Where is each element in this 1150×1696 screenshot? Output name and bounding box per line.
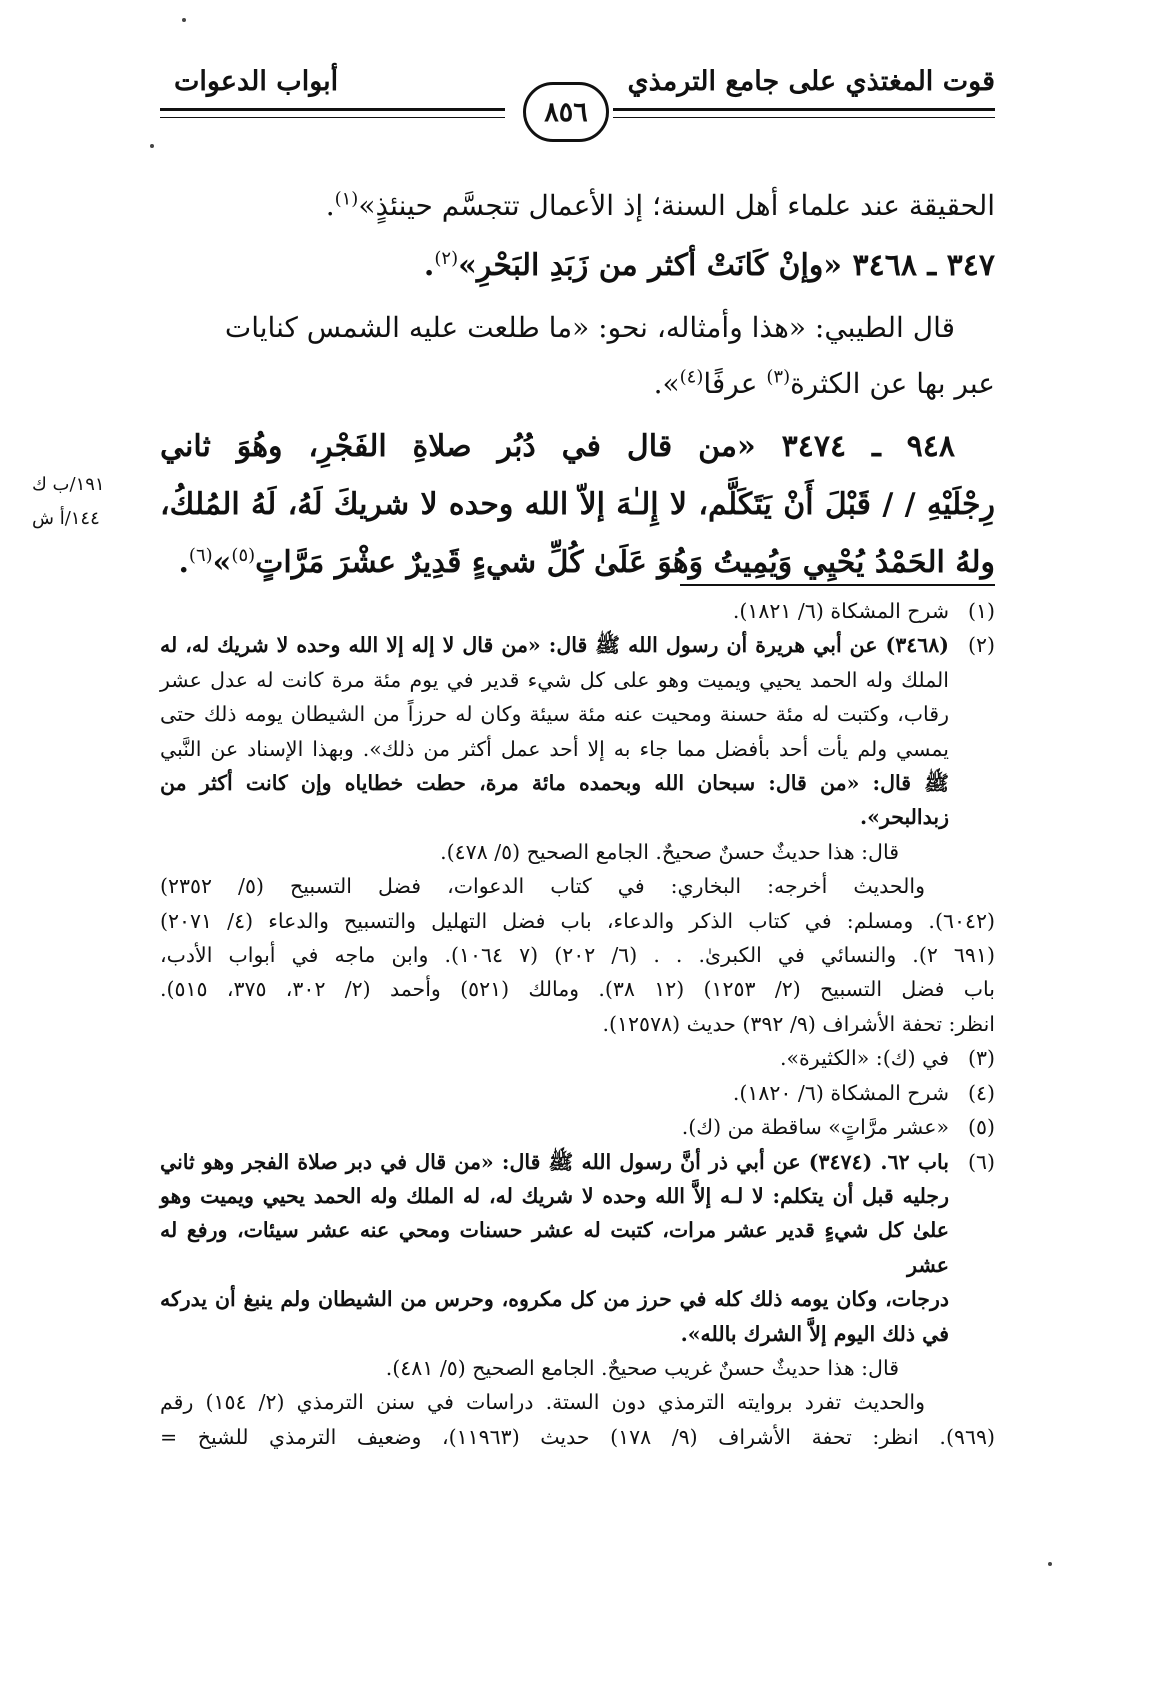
footnote-2-qala: قال: هذا حديثٌ حسنٌ صحيحٌ. الجامع الصحيح (٥/ ٤٧٨). (440, 839, 899, 864)
footnote-2-takhrij-2: (٦٠٤٢). ومسلم: في كتاب الذكر والدعاء، باب فضل التهليل والتسبيح والدعاء (٤/ ٢٠٧١) (160, 908, 995, 933)
footnote-separator (680, 584, 995, 586)
footnote-1 (160, 594, 995, 628)
chapter-title: أبواب الدعوات (174, 66, 339, 97)
footnote-2-takhrij-3: (٦٩١ ٢). والنسائي في الكبرىٰ. . . (٦/ ٢٠٢) (٧ ١٠٦٤). وابن ماجه في أبواب الأدب، (160, 943, 995, 968)
footnote-body (160, 1145, 949, 1351)
footnote-line: الملك وله الحمد يحيي ويميت وهو على كل شيء قدير في يوم مئة مرة كانت له عدل عشر (160, 667, 949, 692)
footnote-line: درجات، وكان يومه ذلك كله في حرز من كل مكروه، وحرس من الشيطان ولم ينبغ أن يدركه (160, 1287, 949, 1312)
footnote-line: علىٰ كل شيءٍ قدير عشر مرات، كتبت له عشر حسنات ومحي عنه عشر سيئات، ورفع له عشر (160, 1218, 949, 1277)
footnote-2 (160, 628, 995, 834)
page-number: ٨٥٦ (523, 82, 609, 142)
footnote-6-tafarrud-1: والحديث تفرد بروايته الترمذي دون الستة. دراسات في سنن الترمذي (٢/ ١٥٤) رقم (160, 1390, 925, 1415)
book-title: قوت المغتذي على جامع الترمذي (627, 66, 995, 97)
footnote-4 (160, 1076, 995, 1110)
footnote-number: (٦) (967, 1149, 995, 1174)
footnote-number: (٥) (967, 1115, 995, 1140)
footnote-6-qala: قال: هذا حديثٌ حسنٌ غريب صحيحٌ. الجامع الصحيح (٥/ ٤٨١). (385, 1355, 899, 1380)
footnote-line: في ذلك اليوم إلاَّ الشرك بالله». (680, 1321, 949, 1346)
hadith-948-number: ٩٤٨ ـ ٣٤٧٤ (781, 429, 955, 464)
hadith-948-end: . (178, 545, 189, 580)
footnote-3 (160, 1041, 995, 1075)
footnote-number: (٣) (967, 1046, 995, 1071)
hadith-948-line-2: رِجْلَيْهِ / / قَبْلَ أَنْ يَتَكَلَّم، لا إِلـٰهَ إلاّ الله وحده لا شريكَ لَهُ، لَهُ المُلكُ، (160, 487, 995, 522)
main-text (160, 178, 995, 592)
footnote-ref-5[interactable]: (٥) (231, 545, 256, 566)
scan-speck (1048, 1562, 1052, 1566)
hadith-948-text-1: «من قال في دُبُر صلاةِ الفَجْرِ، وهُوَ ثاني (160, 429, 756, 464)
footnote-5 (160, 1110, 995, 1144)
footnote-ref-2[interactable]: (٢) (434, 248, 459, 269)
tayyibi-line-2b: عرفًا (703, 367, 767, 400)
hadith-948-line-1 (160, 418, 995, 476)
hadith-948-text-3: ولهُ الحَمْدُ يُحْيِي وَيُمِيتُ وَهُوَ عَلَىٰ كُلِّ شيءٍ قَدِيرٌ عشْرَ مَرَّاتٍ (255, 545, 995, 580)
footnote-ref-4[interactable]: (٤) (679, 366, 704, 388)
footnote-text: في (ك): «الكثيرة». (779, 1046, 949, 1071)
continuation-end: . (325, 189, 335, 222)
hadith-948-close: » (212, 545, 232, 580)
continuation-text: الحقيقة عند علماء أهل السنة؛ إذ الأعمال تتجسَّم حينئذٍ» (358, 189, 995, 222)
footnote-number: (١) (967, 599, 995, 623)
footnote-number: (٢) (967, 633, 995, 658)
footnote-line: رقاب، وكتبت له مئة حسنة ومحيت عنه مئة سيئة وكان له حرزاً من الشيطان يومه ذلك حتى (160, 702, 949, 727)
scan-speck (150, 144, 154, 148)
margin-note-k: ١٩١/ب ك (32, 474, 105, 495)
footnote-body (160, 628, 949, 834)
footnote-2-takhrij-5: انظر: تحفة الأشراف (٩/ ٣٩٢) حديث (١٢٥٧٨). (602, 1011, 995, 1036)
hadith-948 (160, 418, 995, 592)
footnote-ref-6[interactable]: (٦) (188, 545, 213, 566)
tayyibi-line-2c: ». (653, 367, 680, 400)
footnote-2-takhrij-1: والحديث أخرجه: البخاري: في كتاب الدعوات، فضل التسبيح (٥/ ٢٣٥٢) (160, 874, 925, 899)
footnote-number: (٤) (967, 1080, 995, 1105)
footnotes (160, 594, 995, 1454)
footnote-2-takhrij-4: باب فضل التسبيح (٢/ ١٢٥٣) (١٢ ٣٨). ومالك (٥٢١) وأحمد (٢/ ٣٠٢، ٣٧٥، ٥١٥). (160, 977, 995, 1002)
footnote-ref-1[interactable]: (١) (334, 188, 359, 210)
page-header (160, 58, 995, 158)
footnote-line: (٣٤٦٨) عن أبي هريرة أن رسول الله ﷺ قال: «من قال لا إله إلا الله وحده لا شريك له، له (160, 633, 949, 658)
tayyibi-line-1: قال الطيبي: «هذا وأمثاله، نحو: «ما طلعت عليه الشمس كنايات (224, 311, 955, 344)
hadith-347-text: «وإنْ كَانَتْ أكثر من زَبَدِ البَحْرِ» (458, 248, 843, 283)
footnote-ref-3[interactable]: (٣) (766, 366, 791, 388)
scan-speck (182, 18, 186, 22)
footnote-line: يمسي ولم يأت أحد بأفضل مما جاء به إلا أحد عمل أكثر من ذلك». وبهذا الإسناد عن النَّبي (160, 736, 949, 761)
tayyibi-line-2a: عبر بها عن الكثرة (790, 367, 995, 400)
footnote-text: «عشر مرَّاتٍ» ساقطة من (ك). (681, 1115, 949, 1140)
footnote-6 (160, 1145, 995, 1351)
continuation-paragraph (160, 178, 995, 234)
footnote-6-tafarrud-2: (٩٦٩). انظر: تحفة الأشراف (٩/ ١٧٨) حديث (١١٩٦٣)، وضعيف الترمذي للشيخ = (160, 1424, 995, 1449)
footnote-line: رجليه قبل أن يتكلم: لا لـه إلاَّ الله وحده لا شريك له، له الملك وله الحمد يحيي ويميت وهو (160, 1183, 949, 1208)
footnote-line: زبدالبحر». (860, 805, 949, 830)
hadith-347 (160, 236, 995, 296)
hadith-347-end: . (423, 248, 435, 283)
footnote-line: باب ٦٢. (٣٤٧٤) عن أبي ذر أنَّ رسول الله ﷺ قال: «من قال في دبر صلاة الفجر وهو ثاني (160, 1149, 950, 1174)
margin-note-sh: ١٤٤/أ ش (32, 508, 100, 529)
tayyibi-paragraph (160, 300, 995, 412)
hadith-347-number: ٣٤٧ ـ ٣٤٦٨ (852, 248, 995, 283)
header-rule-left (160, 108, 505, 118)
header-rule-right (613, 108, 995, 118)
footnote-text: شرح المشكاة (٦/ ١٨٢٠). (732, 1080, 949, 1105)
footnote-line: ﷺ قال: «من قال: سبحان الله وبحمده مائة مرة، حطت خطاياه وإن كانت أكثر من (160, 771, 949, 796)
footnote-text: شرح المشكاة (٦/ ١٨٢١). (732, 599, 949, 623)
